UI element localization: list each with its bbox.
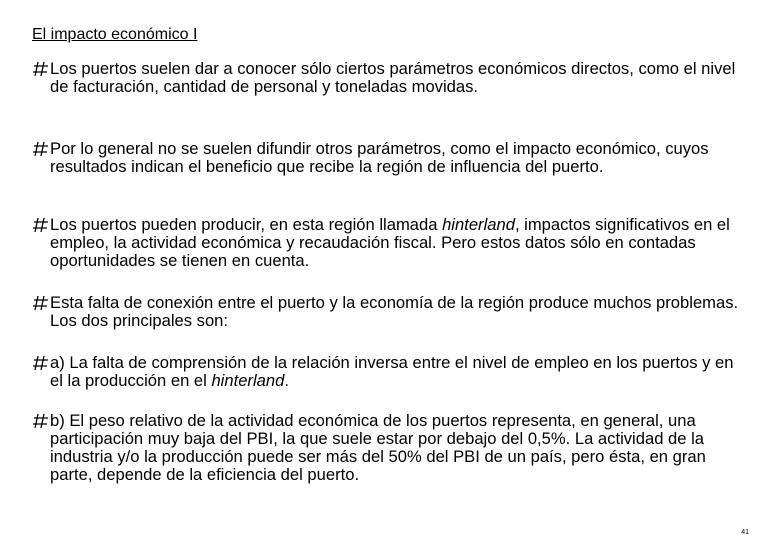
bullet-text-part: .: [284, 371, 289, 390]
bullet-text: Los puertos suelen dar a conocer sólo ciertos parámetros económicos directos, como el nivel de facturación, cantidad de personal y toneladas movidas.: [50, 59, 736, 96]
hinterland-term: hinterland: [211, 371, 285, 390]
bullet-item: [32, 60, 748, 96]
bullet-text: Por lo general no se suelen difundir otros parámetros, como el impacto económico, cuyos resultados indican el beneficio que recibe la región de influencia del puerto.: [50, 139, 709, 176]
bullet-item: [32, 294, 748, 330]
bullet-text: [32, 354, 748, 390]
page-title: El impacto económico I: [32, 26, 198, 43]
hash-bullet-icon: [32, 294, 50, 312]
hash-bullet-icon: [32, 412, 50, 430]
hash-bullet-icon: [32, 140, 50, 158]
bullet-text: Esta falta de conexión entre el puerto y la economía de la región produce muchos problemas. Los dos principales son:: [50, 293, 739, 330]
hash-bullet-icon: [32, 354, 50, 372]
bullet-text: b) El peso relativo de la actividad económica de los puertos representa, en general, una participación muy baja del PBI, la que suele estar por debajo del 0,5%. La actividad de la industria y/o la producción puede ser más del 50% del PBI de un país, pero ésta, en gran parte, depende de la eficiencia del puerto.: [50, 411, 706, 484]
bullet-text-part: Los puertos pueden producir, en esta región llamada: [50, 215, 443, 234]
hash-bullet-icon: [32, 60, 50, 78]
bullet-item: [32, 412, 748, 484]
hash-bullet-icon: [32, 216, 50, 234]
hinterland-term: hinterland: [442, 215, 515, 234]
bullet-text-part: , impactos significativos en el empleo, la actividad económica y recaudación fiscal. Pero estos datos sólo en contadas oportunidades se tienen en cuenta.: [50, 215, 730, 270]
bullet-item: [32, 354, 748, 390]
page-number: 41: [741, 529, 749, 536]
bullet-text-part: a) La falta de comprensión de la relación inversa entre el nivel de empleo en los puertos y en el la producción en el: [50, 353, 734, 390]
bullet-item: [32, 216, 748, 270]
bullet-item: [32, 140, 748, 176]
bullet-text: [32, 216, 748, 270]
